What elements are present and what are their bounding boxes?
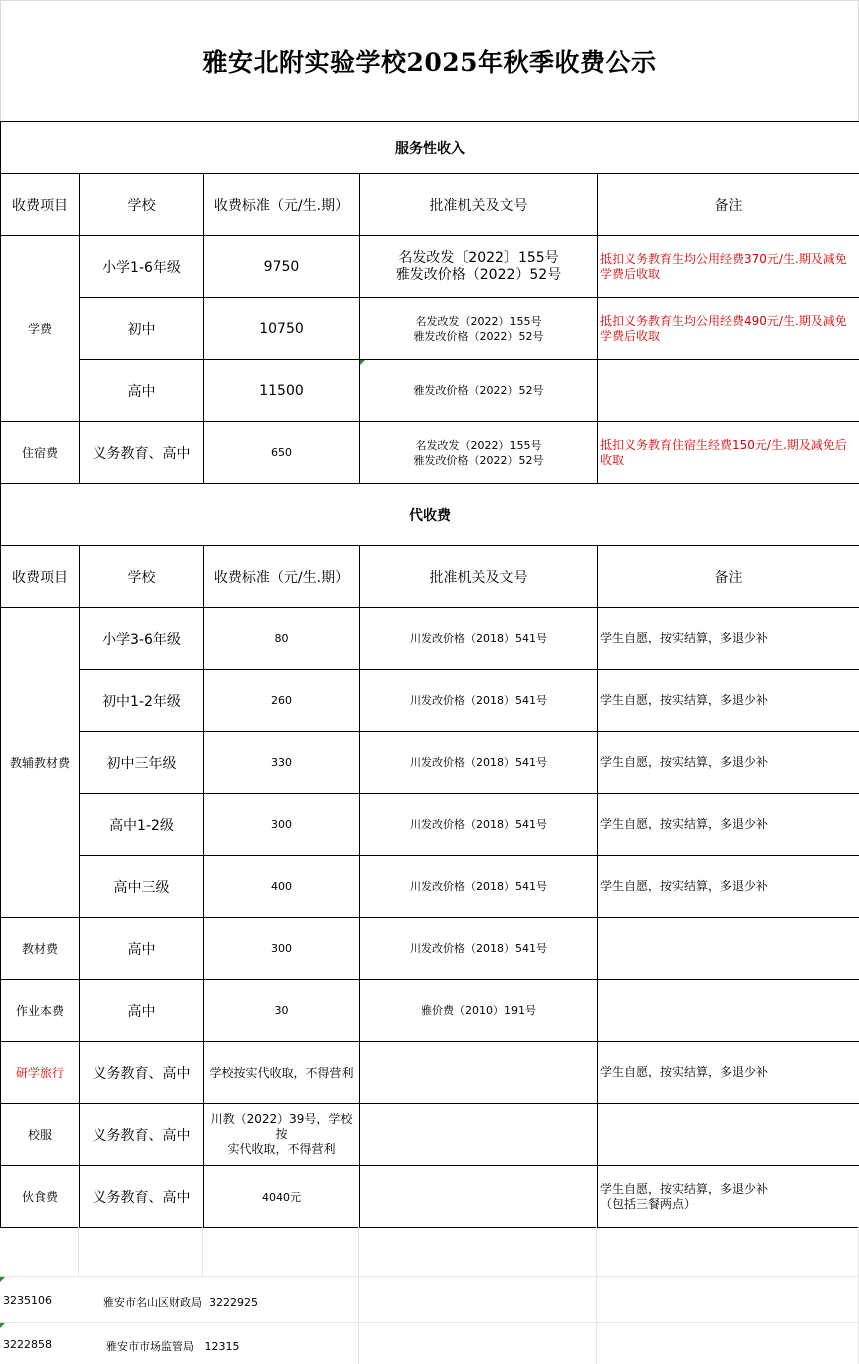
doc-cell: 川发改价格（2018）541号: [360, 918, 598, 980]
header-school: 学校: [80, 174, 204, 236]
header-school: 学校: [80, 546, 204, 608]
fee-cell: 330: [204, 732, 360, 794]
header-row: [1, 174, 859, 236]
category-textbook: 教材费: [1, 918, 80, 980]
note-cell: [598, 1104, 859, 1166]
fee-cell: 260: [204, 670, 360, 732]
cell-comment-marker: [0, 1277, 5, 1282]
fee-cell: 650: [204, 422, 360, 484]
note-cell: [598, 980, 859, 1042]
note-cell: 学生自愿，按实结算，多退少补: [598, 856, 859, 918]
category-tuition: 学费: [1, 236, 80, 422]
table-row: [1, 1104, 859, 1166]
note-cell: 学生自愿，按实结算，多退少补: [598, 732, 859, 794]
school-cell: 高中: [80, 918, 204, 980]
table-row: [1, 1042, 859, 1104]
fee-cell: 30: [204, 980, 360, 1042]
school-cell: 义务教育、高中: [80, 422, 204, 484]
fee-cell: 300: [204, 918, 360, 980]
fee-cell: 11500: [204, 360, 360, 422]
fee-line: 川教（2022）39号，学校按: [210, 1112, 353, 1141]
cell-comment-marker: [0, 1323, 5, 1328]
gridline: [202, 1227, 203, 1276]
school-cell: 义务教育、高中: [80, 1042, 204, 1104]
doc-line: 名发改发（2022）155号: [415, 438, 542, 452]
page-title: 雅安北附实验学校2025年秋季收费公示: [202, 47, 657, 77]
category-homework: 作业本费: [1, 980, 80, 1042]
table-row: [1, 608, 859, 670]
category-uniform: 校服: [1, 1104, 80, 1166]
doc-line: 雅发改价格（2022）52号: [395, 266, 562, 283]
table-row: [1, 1166, 859, 1228]
school-cell: 初中三年级: [80, 732, 204, 794]
school-cell: 高中三级: [80, 856, 204, 918]
doc-cell: [360, 422, 598, 484]
footer-contact: 雅安市市场监管局 12315: [106, 1340, 240, 1353]
fee-cell: 300: [204, 794, 360, 856]
cell-comment-marker: [360, 360, 365, 365]
note-line: （包括三餐两点）: [600, 1196, 697, 1211]
table-row: [1, 856, 859, 918]
doc-cell: [360, 298, 598, 360]
doc-line: 雅发改价格（2022）52号: [413, 329, 544, 343]
doc-cell: 雅价费（2010）191号: [360, 980, 598, 1042]
note-cell: 学生自愿，按实结算，多退少补: [598, 794, 859, 856]
fee-cell: 400: [204, 856, 360, 918]
table-row: [1, 298, 859, 360]
header-fee: 收费标准（元/生.期）: [204, 174, 360, 236]
doc-line: 雅发改价格（2022）52号: [413, 453, 544, 467]
fee-table: [0, 121, 859, 1228]
fee-cell: 80: [204, 608, 360, 670]
fee-line: 实代收取，不得营利: [227, 1142, 336, 1156]
section-row: [1, 122, 859, 174]
school-cell: 小学1-6年级: [80, 236, 204, 298]
fee-cell: [204, 1104, 360, 1166]
footer-row: [0, 1322, 859, 1364]
table-row: [1, 236, 859, 298]
header-doc: 批准机关及文号: [360, 174, 598, 236]
doc-cell: [360, 360, 598, 422]
section-heading-collect: 代收费: [1, 484, 859, 546]
doc-cell: 川发改价格（2018）541号: [360, 794, 598, 856]
header-item: 收费项目: [1, 174, 80, 236]
table-row: [1, 980, 859, 1042]
doc-cell: 川发改价格（2018）541号: [360, 856, 598, 918]
table-row: [1, 670, 859, 732]
table-row: [1, 360, 859, 422]
header-note: 备注: [598, 546, 859, 608]
school-cell: 小学3-6年级: [80, 608, 204, 670]
school-cell: 高中1-2级: [80, 794, 204, 856]
note-cell: 抵扣义务教育住宿生经费150元/生.期及减免后收取: [598, 422, 859, 484]
note-cell: 学生自愿，按实结算，多退少补: [598, 608, 859, 670]
header-note: 备注: [598, 174, 859, 236]
fee-cell: 4040元: [204, 1166, 360, 1228]
note-cell: 抵扣义务教育生均公用经费370元/生.期及减免学费后收取: [598, 236, 859, 298]
category-aux-materials: 教辅教材费: [1, 608, 80, 918]
school-cell: 高中: [80, 360, 204, 422]
school-cell: 初中: [80, 298, 204, 360]
doc-cell: [360, 1166, 598, 1228]
header-doc: 批准机关及文号: [360, 546, 598, 608]
note-cell: 学生自愿，按实结算，多退少补: [598, 670, 859, 732]
section-heading-service: 服务性收入: [1, 122, 859, 174]
category-meals: 伙食费: [1, 1166, 80, 1228]
gridline: [78, 1227, 79, 1276]
footer-contact: 雅安市名山区财政局 3222925: [103, 1296, 258, 1309]
school-cell: 义务教育、高中: [80, 1104, 204, 1166]
footer-code: 3235106: [3, 1294, 52, 1307]
doc-cell: [360, 1042, 598, 1104]
header-item: 收费项目: [1, 546, 80, 608]
doc-line: 名发改发〔2022〕155号: [398, 249, 559, 266]
note-cell: [598, 918, 859, 980]
header-row: [1, 546, 859, 608]
fee-cell: 10750: [204, 298, 360, 360]
school-cell: 义务教育、高中: [80, 1166, 204, 1228]
note-cell: 学生自愿，按实结算，多退少补: [598, 1042, 859, 1104]
fee-cell: 学校按实代收取，不得营利: [204, 1042, 360, 1104]
doc-cell: [360, 1104, 598, 1166]
table-row: [1, 732, 859, 794]
note-line: 学生自愿，按实结算，多退少补: [600, 1181, 769, 1196]
fee-cell: 9750: [204, 236, 360, 298]
doc-cell: 川发改价格（2018）541号: [360, 670, 598, 732]
note-cell: [598, 360, 859, 422]
note-cell: [598, 1166, 859, 1228]
table-row: [1, 918, 859, 980]
doc-cell: 川发改价格（2018）541号: [360, 732, 598, 794]
category-study-tour: 研学旅行: [1, 1042, 80, 1104]
footer-row: [0, 1276, 859, 1322]
category-lodging: 住宿费: [1, 422, 80, 484]
school-cell: 初中1-2年级: [80, 670, 204, 732]
table-row: [1, 422, 859, 484]
header-fee: 收费标准（元/生.期）: [204, 546, 360, 608]
doc-line: 名发改发（2022）155号: [415, 314, 542, 328]
table-row: [1, 794, 859, 856]
doc-line: 雅发改价格（2022）52号: [413, 384, 544, 397]
note-cell: 抵扣义务教育生均公用经费490元/生.期及减免学费后收取: [598, 298, 859, 360]
footer-code: 3222858: [3, 1338, 52, 1351]
school-cell: 高中: [80, 980, 204, 1042]
doc-cell: 川发改价格（2018）541号: [360, 608, 598, 670]
doc-cell: [360, 236, 598, 298]
section-row: [1, 484, 859, 546]
